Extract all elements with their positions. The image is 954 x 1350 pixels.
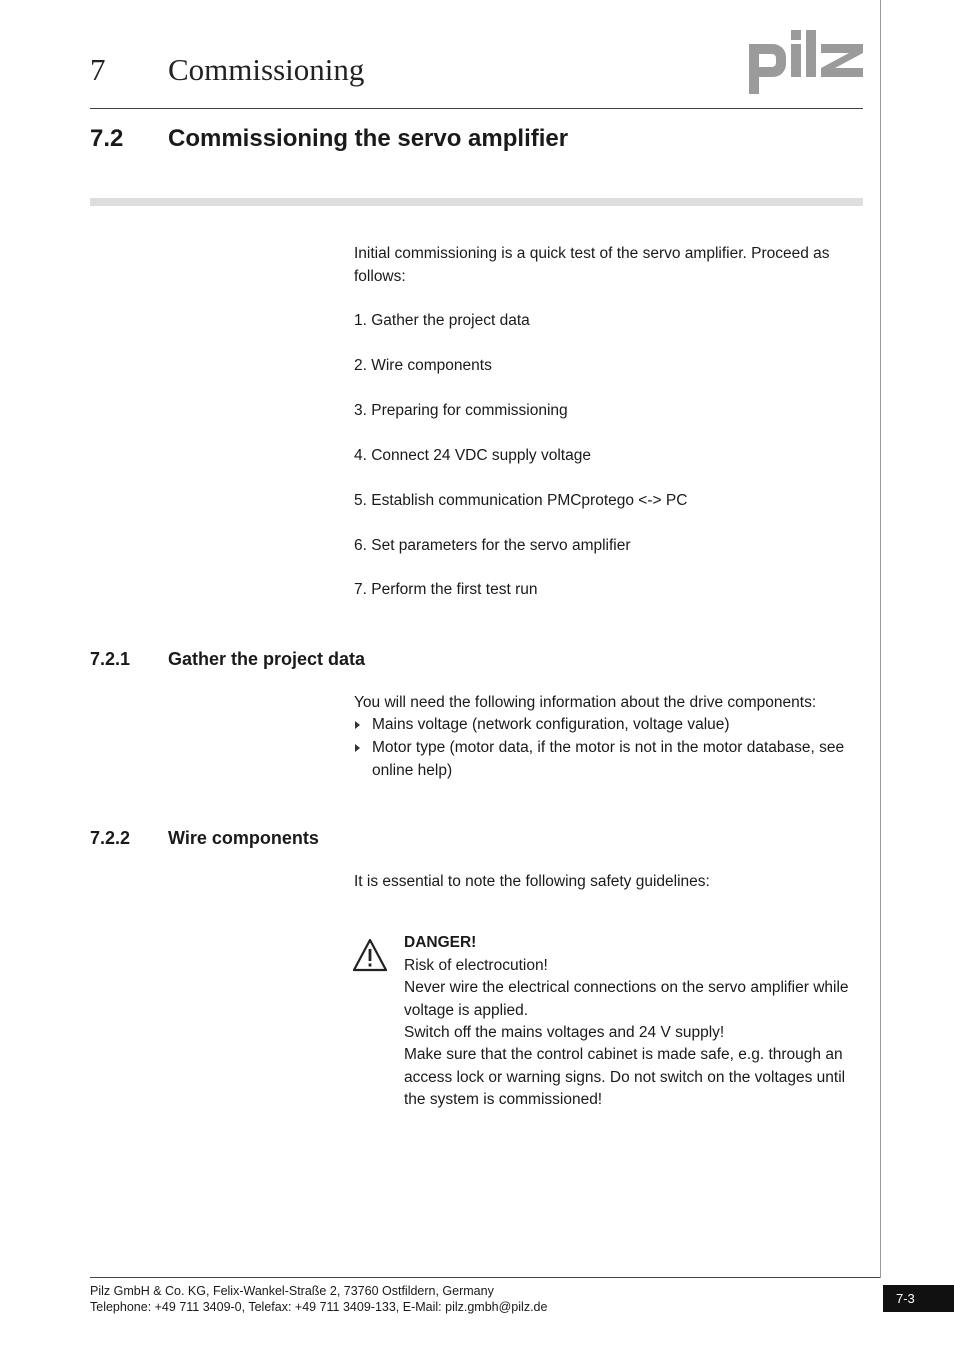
chapter-number: 7 [90, 52, 106, 87]
footer-address: Pilz GmbH & Co. KG, Felix-Wankel-Straße 2, 73760 Ostfildern, Germany [90, 1284, 494, 1298]
step-6: 6. Set parameters for the servo amplifier [354, 537, 631, 554]
step-2: 2. Wire components [354, 357, 492, 374]
danger-line-3: Switch off the mains voltages and 24 V supply! [404, 1024, 725, 1041]
bullet-item [354, 714, 864, 737]
section-title: Commissioning the servo amplifier [168, 125, 569, 152]
step-5: 5. Establish communication PMCprotego <-> PC [354, 492, 688, 509]
subsection-1-title: Gather the project data [168, 649, 366, 669]
bullet-item [354, 737, 864, 782]
bullet-arrow-icon [355, 721, 360, 729]
page-number: 7-3 [883, 1285, 954, 1312]
danger-line-4: Make sure that the control cabinet is made safe, e.g. through an access lock or warning signs. Do not switch on the voltages until the system is commissioned! [404, 1046, 846, 1108]
footer-contact: Telephone: +49 711 3409-0, Telefax: +49 711 3409-133, E-Mail: pilz.gmbh@pilz.de [90, 1300, 548, 1314]
step-4: 4. Connect 24 VDC supply voltage [354, 447, 591, 464]
bullet-text: Motor type (motor data, if the motor is not in the motor database, see online help) [372, 739, 845, 779]
danger-line-2: Never wire the electrical connections on the servo amplifier while voltage is applied. [404, 979, 849, 1019]
intro-paragraph: Initial commissioning is a quick test of the servo amplifier. Proceed as follows: [354, 245, 830, 285]
chapter-title: Commissioning [168, 52, 365, 87]
danger-line-1: Risk of electrocution! [404, 957, 548, 974]
section-number: 7.2 [90, 125, 124, 152]
footer-rule [90, 1277, 880, 1278]
warning-triangle-icon [352, 938, 388, 972]
subsection-2-text: It is essential to note the following safety guidelines: [354, 873, 710, 890]
bullet-arrow-icon [355, 744, 360, 752]
pilz-logo [745, 28, 865, 96]
header-rule [90, 108, 863, 109]
step-3: 3. Preparing for commissioning [354, 402, 568, 419]
bullet-text: Mains voltage (network configuration, voltage value) [372, 716, 730, 733]
subsection-2-number: 7.2.2 [90, 828, 131, 848]
subsection-1-number: 7.2.1 [90, 649, 131, 669]
step-7: 7. Perform the first test run [354, 581, 538, 598]
right-margin-rule [880, 0, 881, 1278]
subsection-2-title: Wire components [168, 828, 319, 848]
section-divider-bar [90, 198, 863, 206]
step-1: 1. Gather the project data [354, 312, 530, 329]
danger-title: DANGER! [404, 934, 477, 951]
subsection-1-text: You will need the following information about the drive components: [354, 694, 817, 711]
